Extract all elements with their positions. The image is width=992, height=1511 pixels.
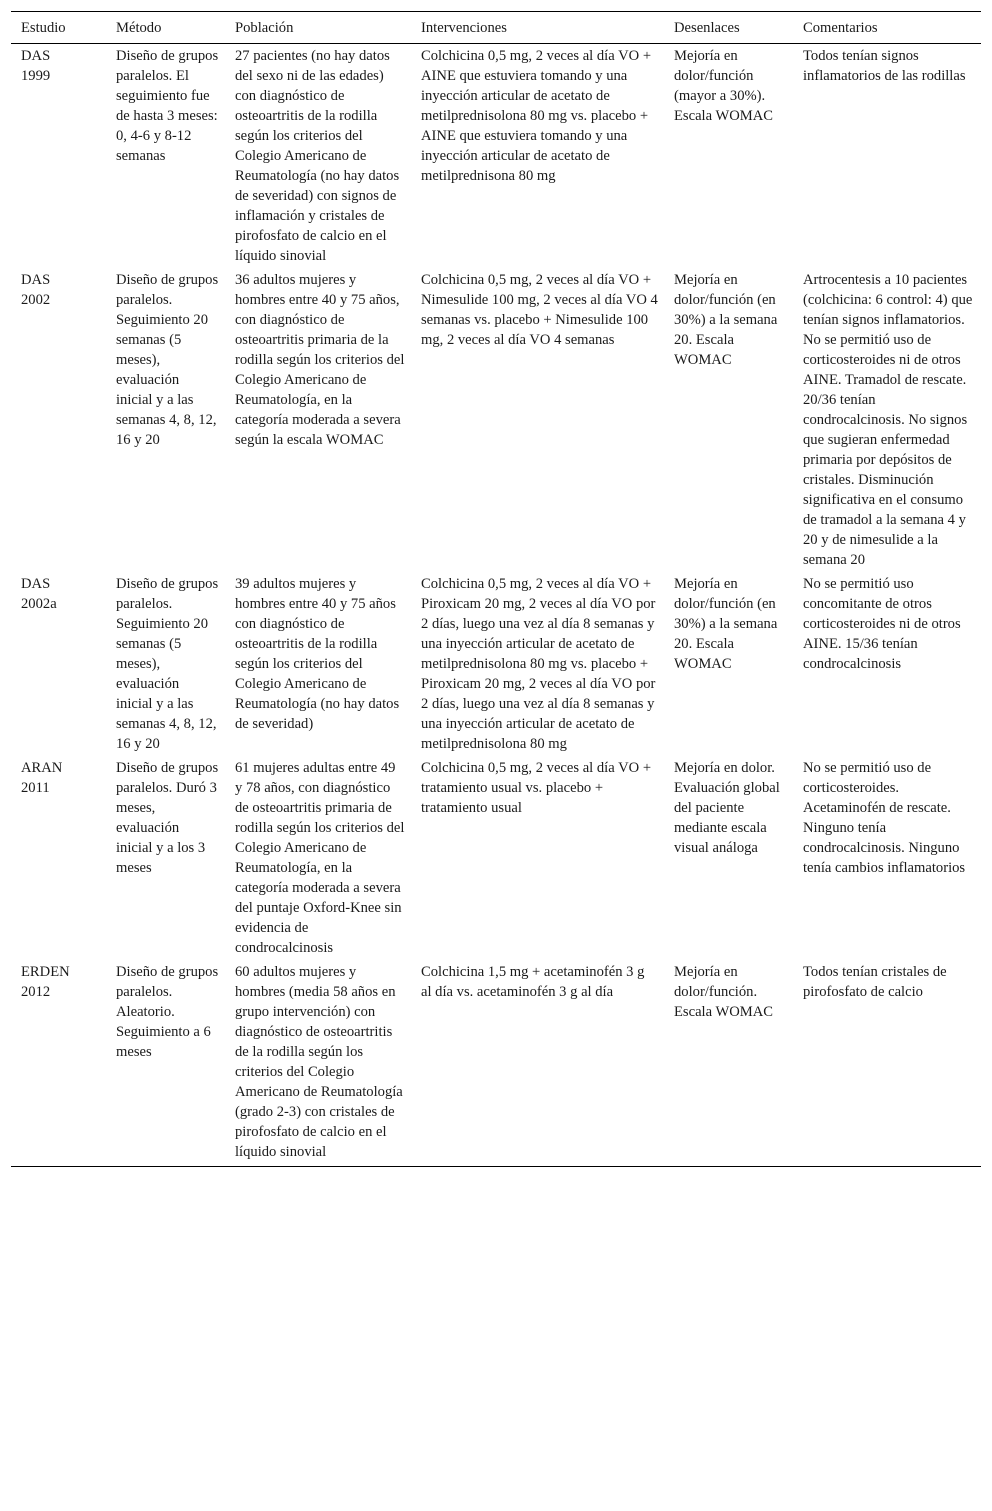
header-comentarios: Comentarios — [803, 19, 878, 36]
cell-desenlaces — [664, 268, 793, 572]
header-poblacion: Población — [235, 19, 294, 36]
table-row — [11, 44, 981, 269]
cell-text: No se permitió uso de corticosteroides. Acetaminofén de rescate. Ninguno tenía condrocalcinosis. Ninguno tenía cambios inflamatorios — [803, 760, 966, 876]
cell-estudio — [11, 756, 106, 960]
cell-text: Mejoría en dolor/función (en 30%) a la semana 20. Escala WOMAC — [674, 576, 778, 672]
table-row — [11, 572, 981, 756]
cell-estudio — [11, 572, 106, 756]
cell-text: DAS 2002a — [21, 576, 57, 612]
cell-comentarios — [793, 756, 981, 960]
cell-metodo — [106, 268, 225, 572]
cell-metodo — [106, 756, 225, 960]
cell-text: ERDEN 2012 — [21, 964, 70, 1000]
cell-comentarios — [793, 960, 981, 1167]
cell-text: Colchicina 0,5 mg, 2 veces al día VO + Piroxicam 20 mg, 2 veces al día VO por 2 días, luego una vez al día 8 semanas y una inyección articular de acetato de metilprednisolona 80 mg vs. placebo + Piroxicam 20 mg, 2 veces al día VO por 2 días, luego una vez al día 8 semanas y una inyección articular de acetato de metilprednisolona 80 mg — [421, 576, 656, 752]
cell-text: Diseño de grupos paralelos. Seguimiento 20 semanas (5 meses), evaluación inicial y a las semanas 4, 8, 12, 16 y 20 — [116, 576, 219, 752]
cell-poblacion — [225, 44, 411, 269]
cell-desenlaces — [664, 756, 793, 960]
header-metodo: Método — [116, 19, 162, 36]
cell-text: Mejoría en dolor/función (en 30%) a la semana 20. Escala WOMAC — [674, 272, 778, 368]
cell-text: Mejoría en dolor/función. Escala WOMAC — [674, 964, 774, 1020]
cell-estudio — [11, 960, 106, 1167]
cell-text: DAS 1999 — [21, 48, 51, 84]
cell-intervenciones — [411, 960, 664, 1167]
cell-text: Artrocentesis a 10 pacientes (colchicina: 6 control: 4) que tenían signos inflamatorios. No se permitió uso de corticosteroides ni de otros AINE. Tramadol de rescate. 20/36 tenían condrocalcinosis. No signos que sugieran enfermedad primaria por depósitos de cristales. Disminución significativa en el consumo de tramadol a la semana 4 y 20 y de nimesulide a la semana 20 — [803, 272, 973, 568]
cell-text: Todos tenían cristales de pirofosfato de calcio — [803, 964, 947, 1000]
table-row — [11, 960, 981, 1167]
header-desenlaces: Desenlaces — [674, 19, 740, 36]
cell-text: Colchicina 1,5 mg + acetaminofén 3 g al día vs. acetaminofén 3 g al día — [421, 964, 645, 1000]
cell-text: Colchicina 0,5 mg, 2 veces al día VO + Nimesulide 100 mg, 2 veces al día VO 4 semanas vs. placebo + Nimesulide 100 mg, 2 veces al día VO 4 semanas — [421, 272, 658, 348]
cell-estudio — [11, 268, 106, 572]
table-row — [11, 268, 981, 572]
cell-text: Diseño de grupos paralelos. Duró 3 meses, evaluación inicial y a los 3 meses — [116, 760, 219, 876]
cell-intervenciones — [411, 44, 664, 269]
cell-estudio — [11, 44, 106, 269]
header-intervenciones: Intervenciones — [421, 19, 507, 36]
cell-comentarios — [793, 44, 981, 269]
cell-intervenciones — [411, 572, 664, 756]
cell-poblacion — [225, 756, 411, 960]
cell-text: 36 adultos mujeres y hombres entre 40 y 75 años, con diagnóstico de osteoartritis primaria de la rodilla según los criterios del Colegio Americano de Reumatología, en la categoría moderada a severa según la escala WOMAC — [235, 272, 405, 448]
cell-comentarios — [793, 268, 981, 572]
cell-text: DAS 2002 — [21, 272, 51, 308]
cell-text: 60 adultos mujeres y hombres (media 58 años en grupo intervención) con diagnóstico de osteoartritis de la rodilla según los criterios del Colegio Americano de Reumatología (grado 2-3) con cristales de pirofosfato de calcio en el líquido sinovial — [235, 964, 403, 1160]
cell-desenlaces — [664, 44, 793, 269]
table-header — [11, 12, 981, 44]
cell-metodo — [106, 960, 225, 1167]
cell-metodo — [106, 572, 225, 756]
cell-text: Colchicina 0,5 mg, 2 veces al día VO + AINE que estuviera tomando y una inyección articular de acetato de metilprednisolona 80 mg vs. placebo + AINE que estuviera tomando y una inyección articular de acetato de metilprednisona 80 mg — [421, 48, 652, 184]
cell-text: Mejoría en dolor/función (mayor a 30%). Escala WOMAC — [674, 48, 774, 124]
cell-poblacion — [225, 572, 411, 756]
cell-poblacion — [225, 268, 411, 572]
cell-desenlaces — [664, 572, 793, 756]
cell-intervenciones — [411, 268, 664, 572]
table-body — [11, 44, 981, 1167]
cell-comentarios — [793, 572, 981, 756]
cell-metodo — [106, 44, 225, 269]
study-table-container — [11, 11, 981, 1167]
header-row — [11, 12, 981, 44]
header-estudio: Estudio — [21, 19, 66, 36]
cell-text: Todos tenían signos inflamatorios de las rodillas — [803, 48, 966, 84]
cell-text: Diseño de grupos paralelos. Aleatorio. Seguimiento a 6 meses — [116, 964, 219, 1060]
cell-text: ARAN 2011 — [21, 760, 63, 796]
cell-text: 61 mujeres adultas entre 49 y 78 años, con diagnóstico de osteoartritis primaria de rodilla según los criterios del Colegio Americano de Reumatología, en la categoría moderada a severa del puntaje Oxford-Knee sin evidencia de condrocalcinosis — [235, 760, 405, 956]
cell-text: Diseño de grupos paralelos. El seguimiento fue de hasta 3 meses: 0, 4-6 y 8-12 semanas — [116, 48, 219, 164]
cell-text: 27 pacientes (no hay datos del sexo ni de las edades) con diagnóstico de osteoartritis de la rodilla según los criterios del Colegio Americano de Reumatología (no hay datos de severidad) con signos de inflamación y cristales de pirofosfato de calcio en el líquido sinovial — [235, 48, 400, 264]
cell-text: Mejoría en dolor. Evaluación global del paciente mediante escala visual análoga — [674, 760, 780, 856]
cell-text: 39 adultos mujeres y hombres entre 40 y 75 años con diagnóstico de osteoartritis de la rodilla según los criterios del Colegio Americano de Reumatología (no hay datos de severidad) — [235, 576, 400, 732]
study-comparison-table — [11, 11, 981, 1167]
cell-text: Colchicina 0,5 mg, 2 veces al día VO + tratamiento usual vs. placebo + tratamiento usual — [421, 760, 652, 816]
cell-desenlaces — [664, 960, 793, 1167]
table-row — [11, 756, 981, 960]
cell-poblacion — [225, 960, 411, 1167]
cell-intervenciones — [411, 756, 664, 960]
cell-text: No se permitió uso concomitante de otros corticosteroides ni de otros AINE. 15/36 tenían condrocalcinosis — [803, 576, 961, 672]
cell-text: Diseño de grupos paralelos. Seguimiento 20 semanas (5 meses), evaluación inicial y a las semanas 4, 8, 12, 16 y 20 — [116, 272, 219, 448]
